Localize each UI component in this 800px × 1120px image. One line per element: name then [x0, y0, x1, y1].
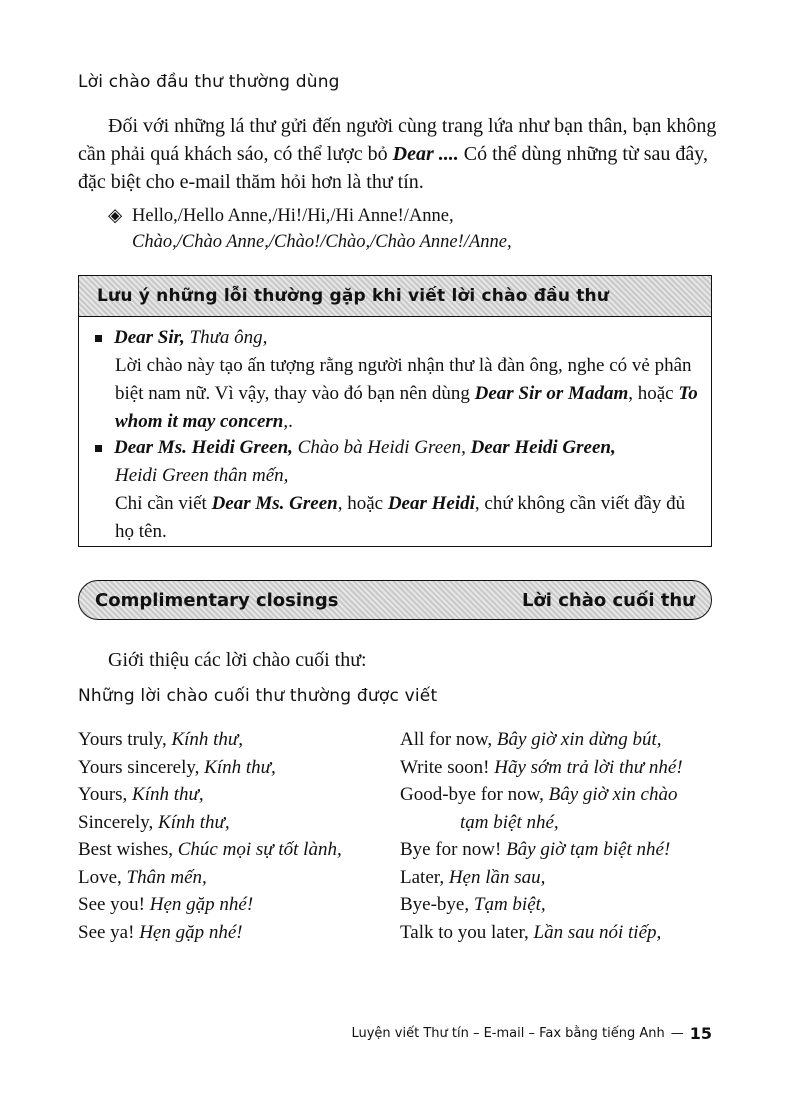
note1-bold-2: To whom it may concern: [115, 383, 698, 432]
greetings-heading: Lời chào đầu thư thường dùng: [78, 72, 340, 92]
note2-term-2: Dear Heidi Green,: [470, 437, 616, 458]
closing-row: [78, 891, 388, 919]
note1-translation: Thưa ông,: [184, 327, 268, 348]
footer-book-title: Luyện viết Thư tín – E-mail – Fax bằng tiếng Anh: [351, 1026, 665, 1041]
closing-vi: Hẹn gặp nhé!: [149, 894, 254, 915]
greeting-english: Hello,/Hello Anne,/Hi!/Hi,/Hi Anne!/Anne,: [132, 206, 454, 226]
square-bullet-icon: [95, 445, 102, 452]
note2-term-1: Dear Ms. Heidi Green,: [114, 437, 293, 458]
section-title-en: Complimentary closings: [95, 589, 339, 611]
closing-row: [400, 754, 730, 782]
closing-en: Yours sincerely,: [78, 756, 200, 778]
closing-en: Best wishes,: [78, 839, 173, 860]
intro-part2: Có thể dùng những từ sau đây, đặc biệt cho e-mail thăm hỏi hơn là thư tín.: [78, 143, 708, 193]
note-item-1: [95, 324, 700, 436]
note1-body-2: , hoặc: [628, 383, 679, 404]
closing-en: Yours truly,: [78, 729, 167, 750]
closing-vi: Chúc mọi sự tốt lành,: [177, 839, 342, 860]
footer-dash: —: [670, 1026, 684, 1041]
closings-heading: Những lời chào cuối thư thường được viết: [78, 686, 438, 706]
closing-row: [78, 864, 388, 892]
closing-row: [400, 891, 730, 919]
closing-en: All for now,: [400, 729, 493, 750]
square-bullet-icon: [95, 335, 102, 342]
closing-row: [400, 726, 730, 754]
closing-en: See you!: [78, 894, 146, 915]
note1-body-1: Lời chào này tạo ấn tượng rằng người nhận thư là đàn ông, nghe có vẻ phân biệt nam nữ. Vì vậy, thay vào đó bạn nên dùng: [115, 355, 692, 404]
closing-vi: tạm biệt nhé,: [460, 811, 559, 833]
closing-vi: Hẹn gặp nhé!: [139, 921, 243, 943]
section-title-vi: Lời chào cuối thư: [521, 589, 695, 611]
note2-body-2: , hoặc: [337, 493, 388, 514]
closing-row: [78, 809, 388, 837]
closing-en: Bye-bye,: [400, 894, 470, 915]
closing-row: [400, 919, 730, 947]
intro-paragraph: [78, 112, 733, 196]
closing-en: Later,: [400, 866, 445, 888]
closing-vi: Hẹn lần sau,: [448, 866, 546, 888]
note2-bold-1: Dear Ms. Green: [211, 493, 338, 514]
closing-vi: Kính thư,: [204, 756, 276, 778]
closings-intro: Giới thiệu các lời chào cuối thư:: [108, 649, 367, 671]
closing-row: [78, 919, 388, 947]
note2-trans-1: Chào bà Heidi Green,: [292, 437, 471, 458]
closing-en: Sincerely,: [78, 811, 154, 833]
closing-vi: Lần sau nói tiếp,: [533, 921, 662, 943]
closing-vi: Kính thư,: [158, 811, 230, 833]
closing-en: Write soon!: [400, 756, 490, 778]
intro-part1: Đối với những lá thư gửi đến người cùng trang lứa như bạn thân, bạn không cần phải quá khách sáo, có thể lược bỏ: [78, 115, 717, 165]
closing-vi: Bây giờ xin chào: [548, 784, 678, 805]
diamond-bullet-icon: ◈: [108, 206, 123, 226]
closings-right-column: [400, 726, 730, 946]
closing-row-continuation: [400, 809, 730, 837]
closing-vi: Hãy sớm trả lời thư nhé!: [494, 756, 683, 778]
note1-term: Dear Sir,: [114, 327, 185, 348]
closing-en: Talk to you later,: [400, 921, 529, 943]
closing-vi: Kính thư,: [171, 729, 244, 750]
closing-vi: Kính thư,: [132, 784, 204, 805]
closing-en: Yours,: [78, 784, 128, 805]
closing-vi: Thân mến,: [126, 866, 207, 888]
closings-left-column: [78, 726, 388, 946]
intro-bold-dear: Dear ....: [392, 143, 459, 165]
closing-vi: Bây giờ xin dừng bút,: [496, 729, 662, 750]
closing-vi: Bây giờ tạm biệt nhé!: [506, 839, 671, 860]
closing-en: Bye for now!: [400, 839, 502, 860]
closing-en: Love,: [78, 866, 122, 888]
note1-bold-1: Dear Sir or Madam: [474, 383, 629, 404]
note-item-2: [95, 434, 700, 546]
note1-body-3: ,.: [283, 411, 293, 432]
page-number: 15: [689, 1024, 712, 1043]
note-box-title: Lưu ý những lỗi thường gặp khi viết lời chào đầu thư: [97, 286, 610, 306]
section-banner: [78, 580, 712, 620]
closing-row: [78, 754, 388, 782]
note2-body-3: , chứ không cần viết đầy đủ họ tên.: [115, 493, 686, 542]
closing-row: [78, 836, 388, 864]
note-box: [78, 275, 712, 547]
note2-body-1: Chỉ cần viết: [115, 493, 212, 514]
note2-bold-2: Dear Heidi: [387, 493, 475, 514]
closing-row: [78, 781, 388, 809]
note-box-title-bar: [79, 276, 711, 317]
page-footer: [351, 1024, 712, 1043]
closing-row: [78, 726, 388, 754]
closing-vi: Tạm biệt,: [473, 894, 546, 915]
closing-row: [400, 864, 730, 892]
closing-row: [400, 836, 730, 864]
greeting-vietnamese: Chào,/Chào Anne,/Chào!/Chào,/Chào Anne!/Anne,: [132, 232, 512, 252]
closing-row: [400, 781, 730, 809]
note2-trans-2: Heidi Green thân mến,: [115, 465, 289, 486]
greeting-examples: [108, 203, 728, 255]
closing-en: Good-bye for now,: [400, 784, 544, 805]
closing-en: See ya!: [78, 921, 135, 943]
